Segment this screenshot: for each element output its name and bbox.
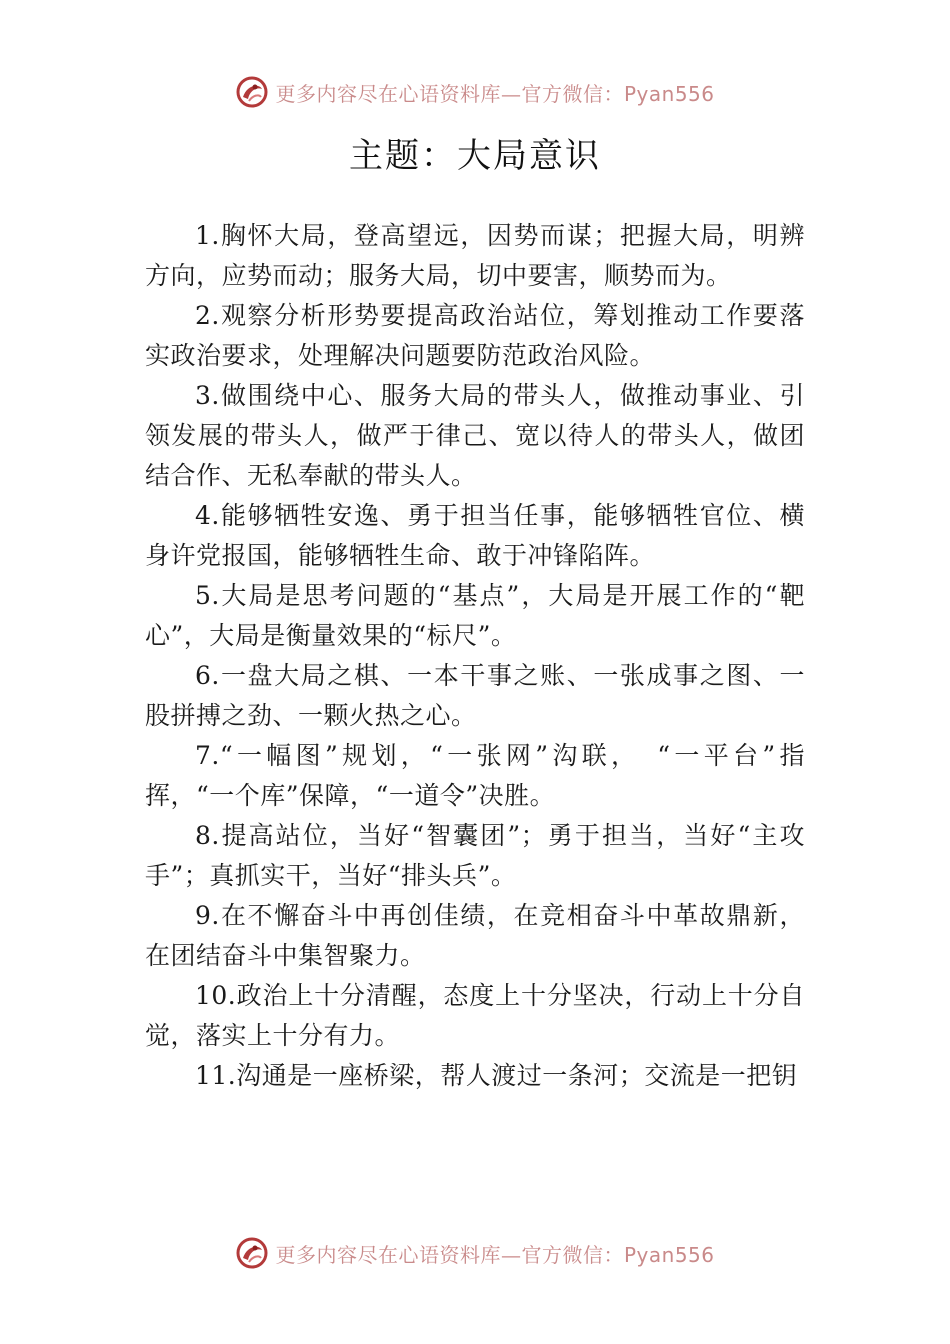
list-item: 9.在不懈奋斗中再创佳绩，在竞相奋斗中革故鼎新，在团结奋斗中集智聚力。 [145,901,805,970]
watermark-text: 更多内容尽在心语资料库—官方微信：Pyan556 [275,1242,715,1267]
list-item: 2.观察分析形势要提高政治站位，筹划推动工作要落实政治要求，处理解决问题要防范政治风险。 [145,301,805,370]
list-item: 11.沟通是一座桥梁，帮人渡过一条河；交流是一把钥 [195,1061,798,1090]
list-item: 8.提高站位，当好“智囊团”；勇于担当，当好“主攻手”；真抓实干，当好“排头兵”。 [145,821,805,890]
list-item: 5.大局是思考问题的“基点”，大局是开展工作的“靶心”，大局是衡量效果的“标尺”。 [145,581,805,650]
list-item: 4.能够牺牲安逸、勇于担当任事，能够牺牲官位、横身许党报国，能够牺牲生命、敢于冲锋陷阵。 [145,501,805,570]
list-item: 3.做围绕中心、服务大局的带头人，做推动事业、引领发展的带头人，做严于律己、宽以待人的带头人，做团结合作、无私奉献的带头人。 [145,381,805,490]
footer-watermark [0,1233,950,1273]
list-item: 10.政治上十分清醒，态度上十分坚决，行动上十分自觉，落实上十分有力。 [145,981,805,1050]
page-title: 主题：大局意识 [349,136,601,176]
list-item: 7.“一幅图”规划，“一张网”沟联， “一平台”指挥，“一个库”保障，“一道令”决胜。 [145,741,805,810]
swirl-logo-icon [235,1236,269,1270]
list-item: 1.胸怀大局，登高望远，因势而谋；把握大局，明辨方向，应势而动；服务大局，切中要害，顺势而为。 [145,221,805,290]
list-item: 6.一盘大局之棋、一本干事之账、一张成事之图、一股拼搏之劲、一颗火热之心。 [145,661,805,730]
wechat-id: Pyan556 [623,81,715,106]
document-body [145,216,805,1096]
header-watermark [0,72,950,112]
swirl-logo-icon [235,75,269,109]
wechat-id: Pyan556 [623,1242,715,1267]
watermark-text: 更多内容尽在心语资料库—官方微信：Pyan556 [275,81,715,106]
